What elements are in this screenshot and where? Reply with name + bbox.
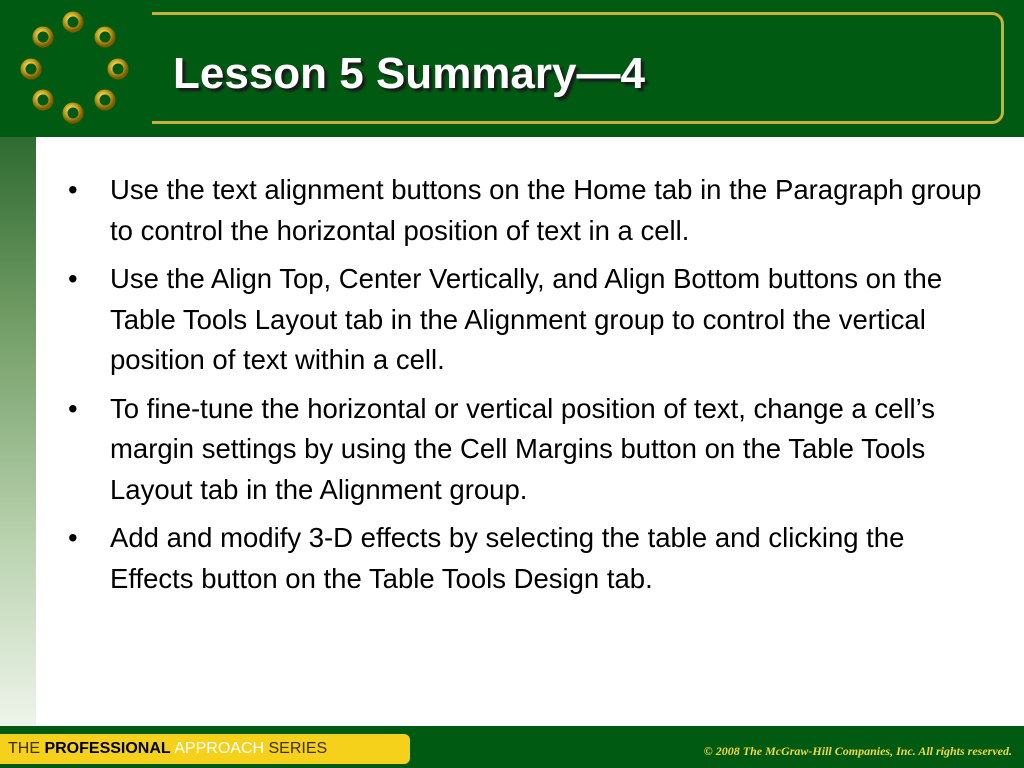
series-the-label: THE	[8, 740, 40, 757]
bullet-item	[66, 389, 986, 511]
series-series-label: SERIES	[268, 740, 328, 757]
copyright-notice: © 2008 The McGraw-Hill Companies, Inc. All rights reserved.	[703, 744, 1012, 758]
slide-title: Lesson 5 Summary—4	[173, 49, 645, 98]
bullet-icon: •	[68, 522, 78, 553]
slide-content	[66, 170, 986, 607]
bullet-icon: •	[68, 174, 78, 205]
bullet-icon: •	[68, 392, 78, 424]
bullet-text: Use the Align Top, Center Vertically, and Align Bottom buttons on the Table Tools Layout tab in the Alignment group to control the vertical position of text within a cell.	[110, 263, 943, 375]
bullet-text: Use the text alignment buttons on the Home tab in the Paragraph group to control the horizontal position of text in a cell.	[110, 174, 982, 246]
bullet-item	[66, 259, 986, 381]
bullet-text: To fine-tune the horizontal or vertical position of text, change a cell’s margin settings by using the Cell Margins button on the Table Tools Layout tab in the Alignment group.	[110, 392, 935, 505]
bullet-text: Add and modify 3-D effects by selecting the table and clicking the Effects button on the Table Tools Design tab.	[110, 522, 905, 594]
gold-rings-logo-icon	[0, 0, 150, 137]
series-approach-label: APPROACH	[174, 740, 265, 757]
series-professional-label: PROFESSIONAL	[44, 740, 171, 757]
bullet-item	[66, 518, 986, 599]
bullet-list	[66, 170, 986, 599]
series-badge	[0, 734, 410, 764]
bullet-item	[66, 170, 986, 251]
bullet-icon: •	[68, 263, 78, 294]
side-gradient-bar	[0, 137, 36, 726]
